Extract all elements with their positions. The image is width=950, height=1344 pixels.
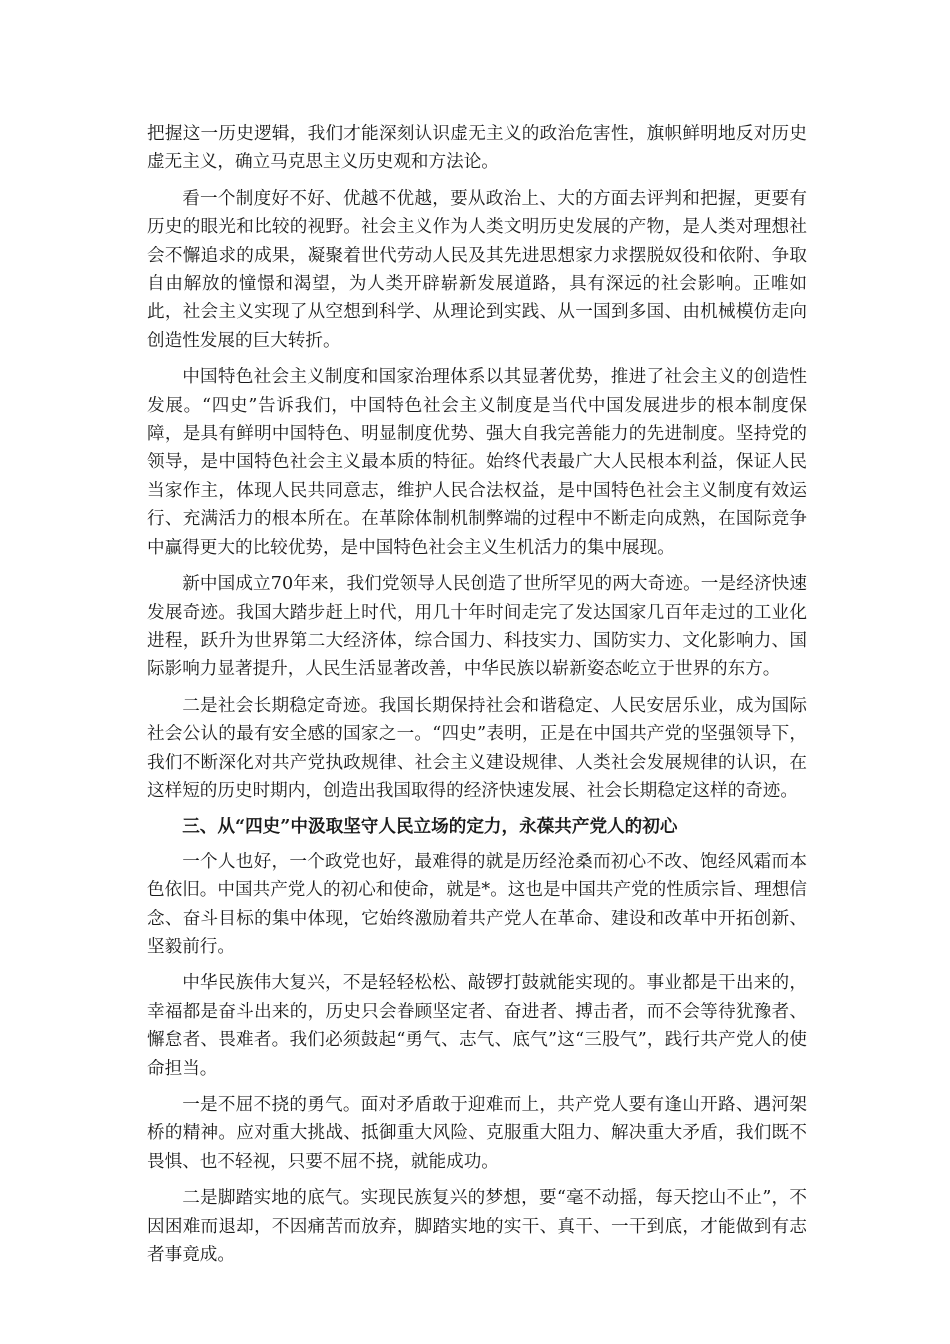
paragraph-stability-miracle: 二是社会长期稳定奇迹。我国长期保持社会和谐稳定、人民安居乐业，成为国际社会公认的最有安全感的国家之一。“四史”表明，正是在中国共产党的坚强领导下，我们不断深化对共产党执政规律、社会主义建设规律、人类社会发展规律的认识，在这样短的历史时期内，创造出我国取得的经济快速发展、社会长期稳定这样的奇迹。 — [147, 695, 807, 801]
paragraph-courage: 一是不屈不挠的勇气。面对矛盾敢于迎难而上，共产党人要有逢山开路、遇河架桥的精神。应对重大挑战、抵御重大风险、克服重大阻力、解决重大矛盾，我们既不畏惧、也不轻视，只要不屈不挠，就能成功。 — [147, 1095, 807, 1172]
paragraph-national-rejuvenation: 中华民族伟大复兴，不是轻轻松松、敲锣打鼓就能实现的。事业都是干出来的，幸福都是奋斗出来的，历史只会眷顾坚定者、奋进者、搏击者，而不会等待犹豫者、懈怠者、畏难者。我们必须鼓起“勇气、志气、底气”这“三股气”，践行共产党人的使命担当。 — [147, 973, 807, 1079]
paragraph-institution-evaluation: 看一个制度好不好、优越不优越，要从政治上、大的方面去评判和把握，更要有历史的眼光和比较的视野。社会主义作为人类文明历史发展的产物，是人类对理想社会不懈追求的成果，凝聚着世代劳动人民及其先进思想家力求摆脱奴役和依附、争取自由解放的憧憬和渴望，为人类开辟崭新发展道路，具有深远的社会影响。正唯如此，社会主义实现了从空想到科学、从理论到实践、从一国到多国、由机械模仿走向创造性发展的巨大转折。 — [147, 188, 807, 351]
paragraph-original-aspiration: 一个人也好，一个政党也好，最难得的就是历经沧桑而初心不改、饱经风霜而本色依旧。中国共产党人的初心和使命，就是*。这也是中国共产党的性质宗旨、理想信念、奋斗目标的集中体现，它始终激励着共产党人在革命、建设和改革中开拓创新、坚毅前行。 — [147, 851, 807, 957]
paragraph-economic-miracle: 新中国成立70年来，我们党领导人民创造了世所罕见的两大奇迹。一是经济快速发展奇迹。我国大踏步赶上时代，用几十年时间走完了发达国家几百年走过的工业化进程，跃升为世界第二大经济体，综合国力、科技实力、国防实力、文化影响力、国际影响力显著提升，人民生活显著改善，中华民族以崭新姿态屹立于世界的东方。 — [147, 574, 807, 680]
section-heading: 三、从“四史”中汲取坚守人民立场的定力，永葆共产党人的初心 — [182, 816, 678, 838]
document-body — [147, 120, 807, 1277]
paragraph-confidence: 二是脚踏实地的底气。实现民族复兴的梦想，要“毫不动摇，每天挖山不止”，不因困难而退却，不因痛苦而放弃，脚踏实地的实干、真干、一干到底，才能做到有志者事竟成。 — [147, 1188, 807, 1266]
paragraph-chinese-socialism: 中国特色社会主义制度和国家治理体系以其显著优势，推进了社会主义的创造性发展。“四史”告诉我们，中国特色社会主义制度是当代中国发展进步的根本制度保障，是具有鲜明中国特色、明显制度优势、强大自我完善能力的先进制度。坚持党的领导，是中国特色社会主义最本质的特征。始终代表最广大人民根本利益，保证人民当家作主，体现人民共同意志，维护人民合法权益，是中国特色社会主义制度有效运行、充满活力的根本所在。在革除体制机制弊端的过程中不断走向成熟，在国际竞争中赢得更大的比较优势，是中国特色社会主义生机活力的集中展现。 — [147, 367, 807, 558]
paragraph-continued: 把握这一历史逻辑，我们才能深刻认识虚无主义的政治危害性，旗帜鲜明地反对历史虚无主义，确立马克思主义历史观和方法论。 — [147, 124, 807, 173]
